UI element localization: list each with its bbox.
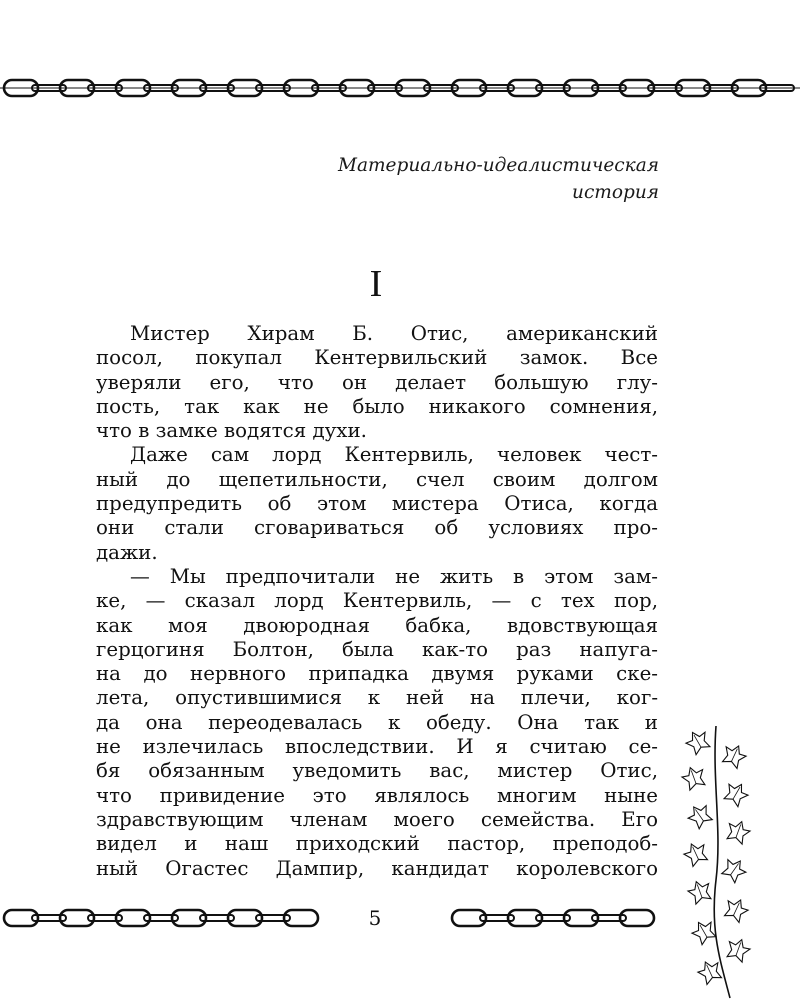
text-line: ке, — сказал лорд Кентервиль, — с тех пор, bbox=[96, 589, 658, 613]
bottom-right-chain-ornament bbox=[448, 900, 670, 936]
text-line: не излечилась впоследствии. И я считаю се- bbox=[96, 735, 658, 759]
text-line: пость, так как не было никакого сомнения, bbox=[96, 394, 658, 418]
text-line: здравствующим членам моего семейства. Его bbox=[96, 807, 658, 831]
paragraph bbox=[96, 322, 658, 443]
text-line: ный до щепетильности, счел своим долгом bbox=[96, 467, 658, 491]
text-line: на до нервного припадка двумя руками ске- bbox=[96, 662, 658, 686]
bottom-left-chain-ornament bbox=[0, 900, 326, 936]
text-line: они стали сговариваться об условиях про- bbox=[96, 516, 658, 540]
paragraph bbox=[96, 443, 658, 564]
text-line: ный Огастес Дампир, кандидат королевского bbox=[96, 856, 658, 880]
text-line: Даже сам лорд Кентервиль, человек чест- bbox=[130, 443, 658, 467]
text-line: видел и наш приходский пастор, преподоб- bbox=[96, 832, 658, 856]
ivy-vine-ornament bbox=[676, 720, 760, 1000]
text-line: дажи. bbox=[96, 540, 158, 564]
page-number: 5 bbox=[368, 906, 382, 930]
text-line: что привидение это являлось многим ныне bbox=[96, 783, 658, 807]
epigraph-line-2: история bbox=[572, 182, 659, 203]
text-line: бя обязанным уведомить вас, мистер Отис, bbox=[96, 759, 658, 783]
text-line: герцогиня Болтон, была как-то раз напуга- bbox=[96, 637, 658, 661]
text-line: посол, покупал Кентервильский замок. Все bbox=[96, 346, 658, 370]
text-line: Мистер Хирам Б. Отис, американский bbox=[130, 322, 658, 345]
epigraph-line-1: Материально-идеалистическая bbox=[338, 155, 659, 176]
text-line: да она переодевалась к обеду. Она так и bbox=[96, 710, 658, 734]
text-line: лета, опустившимися к ней на плечи, ког- bbox=[96, 686, 658, 710]
paragraph bbox=[96, 565, 658, 881]
top-chain-ornament bbox=[0, 70, 800, 106]
body-text bbox=[96, 322, 658, 881]
text-line: — Мы предпочитали не жить в этом зам- bbox=[130, 564, 658, 588]
epigraph bbox=[239, 152, 659, 206]
text-line: уверяли его, что он делает большую глу- bbox=[96, 370, 658, 394]
text-line: предупредить об этом мистера Отиса, когда bbox=[96, 492, 658, 516]
text-line: что в замке водятся духи. bbox=[96, 419, 367, 443]
chapter-heading: I bbox=[369, 263, 383, 305]
text-line: как моя двоюродная бабка, вдовствующая bbox=[96, 613, 658, 637]
